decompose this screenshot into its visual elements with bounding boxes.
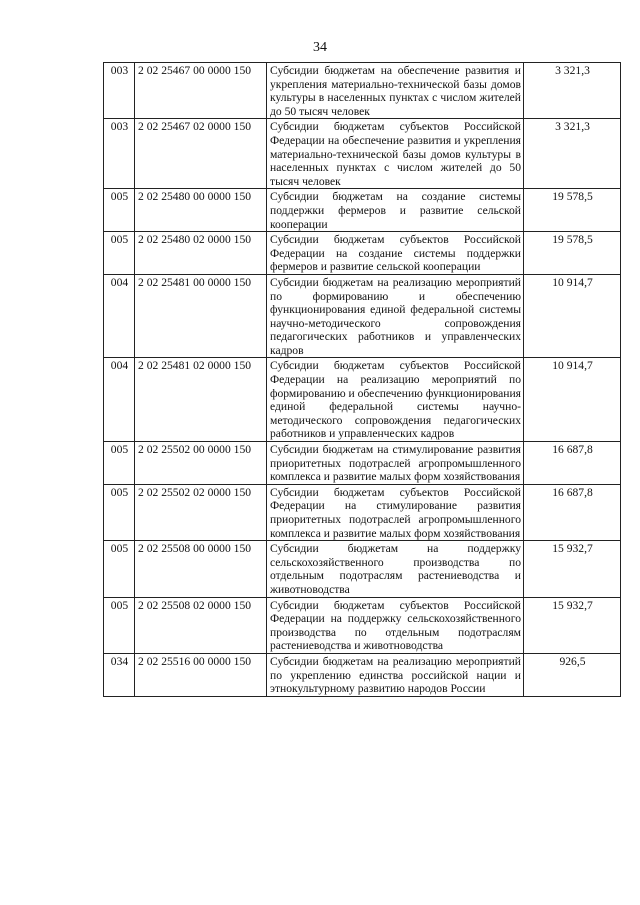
income-name-cell: Субсидии бюджетам на стимулирование развития приоритетных подотраслей агропромышленного комплекса и развитие малых форм хозяйствования bbox=[267, 442, 524, 485]
budget-code-cell: 2 02 25481 00 0000 150 bbox=[135, 274, 267, 358]
admin-code-cell: 005 bbox=[104, 597, 135, 653]
page-number: 34 bbox=[313, 40, 327, 55]
amount-cell: 3 321,3 bbox=[524, 119, 621, 189]
income-name-cell: Субсидии бюджетам на реализацию мероприятий по укреплению единства российской нации и этнокультурному развитию народов России bbox=[267, 653, 524, 696]
table-row bbox=[104, 189, 621, 232]
amount-cell: 10 914,7 bbox=[524, 274, 621, 358]
amount-cell: 16 687,8 bbox=[524, 484, 621, 540]
income-name-cell: Субсидии бюджетам субъектов Российской Федерации на обеспечение развития и укрепления материально-технической базы домов культуры в населенных пунктах с числом жителей до 50 тысяч человек bbox=[267, 119, 524, 189]
amount-cell: 19 578,5 bbox=[524, 189, 621, 232]
admin-code-cell: 004 bbox=[104, 274, 135, 358]
table-row bbox=[104, 484, 621, 540]
budget-code-cell: 2 02 25508 00 0000 150 bbox=[135, 541, 267, 597]
budget-code-cell: 2 02 25508 02 0000 150 bbox=[135, 597, 267, 653]
budget-code-cell: 2 02 25481 02 0000 150 bbox=[135, 358, 267, 442]
budget-code-cell: 2 02 25516 00 0000 150 bbox=[135, 653, 267, 696]
table-row bbox=[104, 541, 621, 597]
admin-code-cell: 034 bbox=[104, 653, 135, 696]
admin-code-cell: 004 bbox=[104, 358, 135, 442]
table-row bbox=[104, 358, 621, 442]
amount-cell: 10 914,7 bbox=[524, 358, 621, 442]
admin-code-cell: 005 bbox=[104, 189, 135, 232]
admin-code-cell: 005 bbox=[104, 541, 135, 597]
admin-code-cell: 005 bbox=[104, 442, 135, 485]
budget-code-cell: 2 02 25480 00 0000 150 bbox=[135, 189, 267, 232]
budget-table bbox=[103, 62, 621, 697]
amount-cell: 3 321,3 bbox=[524, 63, 621, 119]
income-name-cell: Субсидии бюджетам субъектов Российской Федерации на реализацию мероприятий по формированию и обеспечению функционирования единой федеральной системы научно-методического сопровождения педагогических работников и управленческих кадров bbox=[267, 358, 524, 442]
table-row bbox=[104, 274, 621, 358]
amount-cell: 15 932,7 bbox=[524, 541, 621, 597]
table-row bbox=[104, 232, 621, 275]
amount-cell: 15 932,7 bbox=[524, 597, 621, 653]
budget-code-cell: 2 02 25467 02 0000 150 bbox=[135, 119, 267, 189]
budget-code-cell: 2 02 25502 02 0000 150 bbox=[135, 484, 267, 540]
income-name-cell: Субсидии бюджетам субъектов Российской Федерации на создание системы поддержки фермеров и развитие сельской кооперации bbox=[267, 232, 524, 275]
amount-cell: 926,5 bbox=[524, 653, 621, 696]
amount-cell: 19 578,5 bbox=[524, 232, 621, 275]
amount-cell: 16 687,8 bbox=[524, 442, 621, 485]
income-name-cell: Субсидии бюджетам субъектов Российской Федерации на поддержку сельскохозяйственного производства по отдельным подотраслям растениеводства и животноводства bbox=[267, 597, 524, 653]
table-row bbox=[104, 597, 621, 653]
admin-code-cell: 003 bbox=[104, 119, 135, 189]
admin-code-cell: 003 bbox=[104, 63, 135, 119]
income-name-cell: Субсидии бюджетам на обеспечение развития и укрепления материально-технической базы домов культуры в населенных пунктах с числом жителей до 50 тысяч человек bbox=[267, 63, 524, 119]
table-row bbox=[104, 442, 621, 485]
income-name-cell: Субсидии бюджетам на реализацию мероприятий по формированию и обеспечению функционирования единой федеральной системы научно-методического сопровождения педагогических работников и управленческих кадров bbox=[267, 274, 524, 358]
budget-code-cell: 2 02 25480 02 0000 150 bbox=[135, 232, 267, 275]
budget-code-cell: 2 02 25502 00 0000 150 bbox=[135, 442, 267, 485]
income-name-cell: Субсидии бюджетам на создание системы поддержки фермеров и развитие сельской кооперации bbox=[267, 189, 524, 232]
income-name-cell: Субсидии бюджетам субъектов Российской Федерации на стимулирование развития приоритетных подотраслей агропромышленного комплекса и развитие малых форм хозяйствования bbox=[267, 484, 524, 540]
table-row bbox=[104, 653, 621, 696]
income-name-cell: Субсидии бюджетам на поддержку сельскохозяйственного производства по отдельным подотраслям растениеводства и животноводства bbox=[267, 541, 524, 597]
budget-code-cell: 2 02 25467 00 0000 150 bbox=[135, 63, 267, 119]
admin-code-cell: 005 bbox=[104, 484, 135, 540]
table-row bbox=[104, 63, 621, 119]
admin-code-cell: 005 bbox=[104, 232, 135, 275]
table-row bbox=[104, 119, 621, 189]
